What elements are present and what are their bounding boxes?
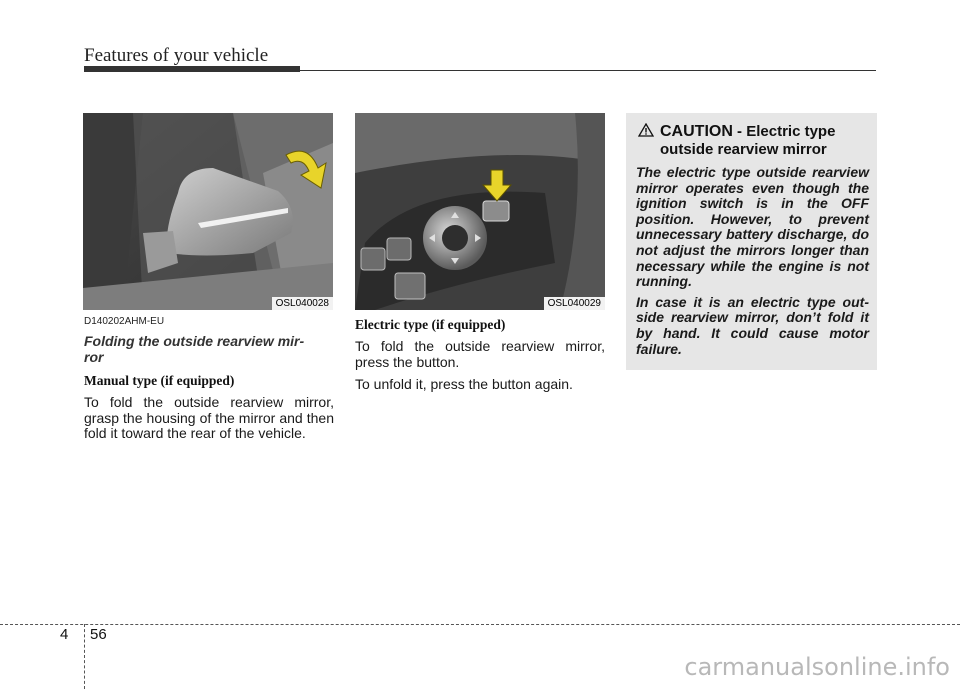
left-text-column xyxy=(84,316,334,449)
electric-switch-photo xyxy=(355,113,605,310)
manual-type-paragraph: To fold the outside rearview mirror, grasp the housing of the mirror and then fold it toward the rear of the vehicle. xyxy=(84,394,334,441)
electric-type-paragraph-2: To unfold it, press the button again. xyxy=(355,376,573,392)
middle-text-column xyxy=(355,317,605,400)
electric-type-paragraph-1: To fold the outside rearview mirror, press the button. xyxy=(355,338,605,370)
footer-divider xyxy=(0,624,960,625)
caution-title-line2: outside rearview mirror xyxy=(660,141,827,158)
caution-body xyxy=(636,165,869,362)
watermark: carmanualsonline.info xyxy=(684,653,950,681)
side-mirror-illustration xyxy=(83,113,333,310)
caution-box xyxy=(626,113,877,370)
photo-caption-manual: OSL040028 xyxy=(272,297,333,310)
page-number: 56 xyxy=(90,626,107,643)
caution-paragraph-2: In case it is an electric type out-side rearview mirror, don’t fold it by hand. It could cause motor failure. xyxy=(636,293,869,357)
caution-paragraph-1: The electric type outside rearview mirror operates even though the ignition switch is in the OFF position. However, to prevent unnecessary battery discharge, do not adjust the mirrors longer than necessary while the engine is not running. xyxy=(636,164,869,290)
caution-heading xyxy=(638,123,868,158)
section-code: D140202AHM-EU xyxy=(84,316,165,327)
chapter-number: 4 xyxy=(60,626,69,643)
manual-mirror-photo xyxy=(83,113,333,310)
electric-type-heading: Electric type (if equipped) xyxy=(355,317,506,332)
photo-caption-electric: OSL040029 xyxy=(544,297,605,310)
caution-word: CAUTION xyxy=(660,123,733,140)
section-title-line2: ror xyxy=(84,349,104,365)
page-header-title: Features of your vehicle xyxy=(84,45,269,66)
manual-type-heading: Manual type (if equipped) xyxy=(84,373,235,388)
header-rule-thick xyxy=(84,66,300,72)
caution-title-line1: - Electric type xyxy=(732,123,836,140)
section-title-line1: Folding the outside rearview mir- xyxy=(84,333,305,349)
section-title xyxy=(84,333,334,365)
warning-triangle-icon xyxy=(638,123,654,137)
header-rule-thin xyxy=(300,70,876,71)
footer-vertical-divider xyxy=(84,624,85,689)
door-switch-illustration xyxy=(355,113,605,310)
